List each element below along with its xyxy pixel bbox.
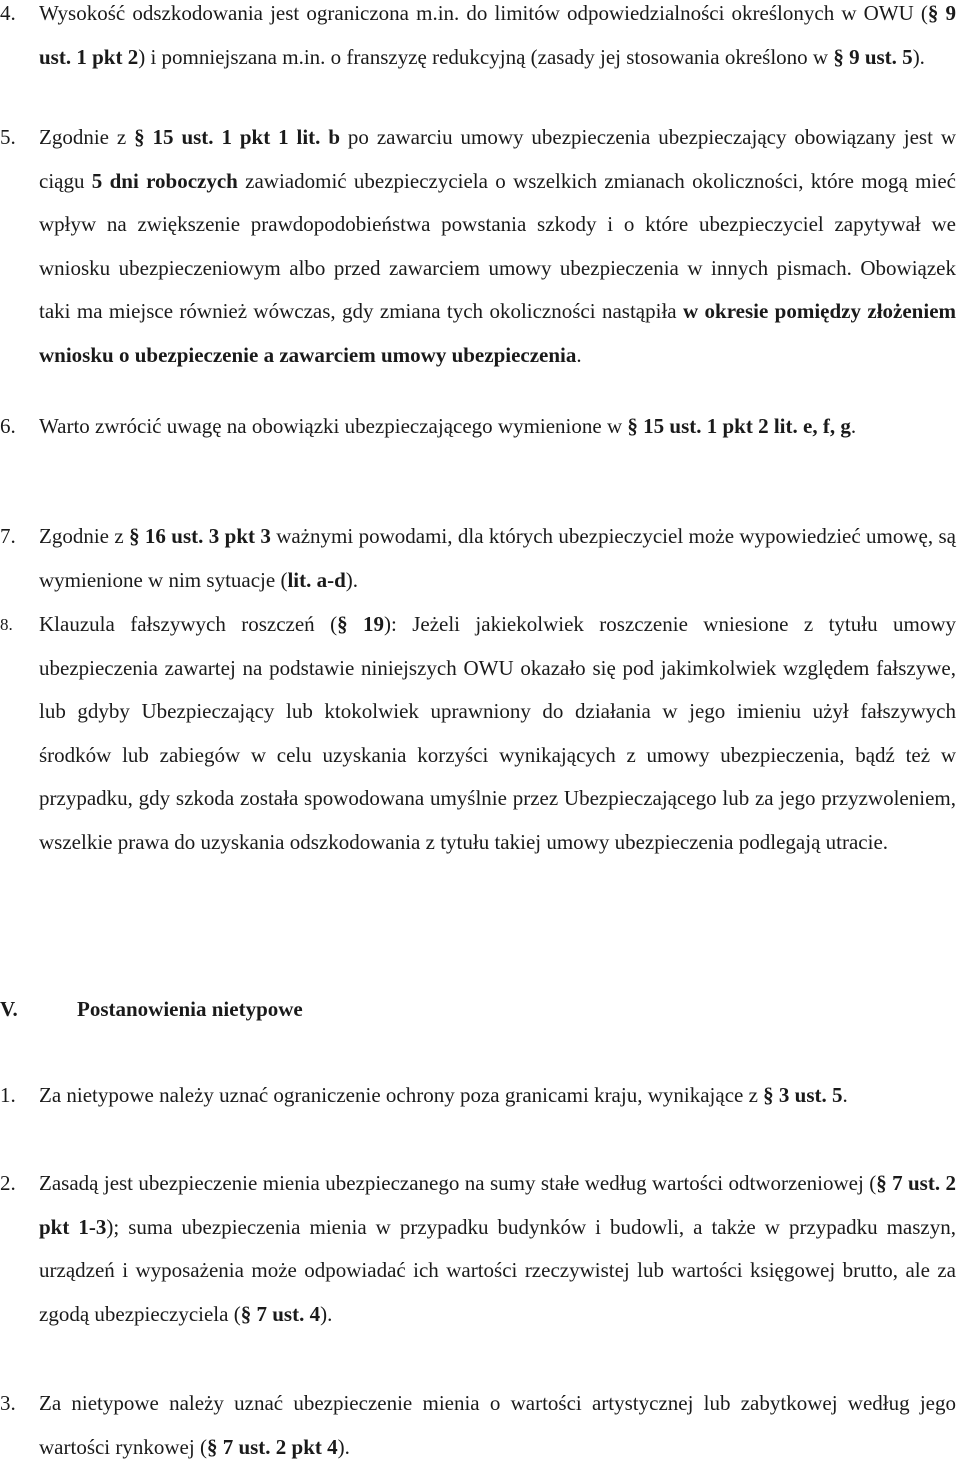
body-text: ważnymi powodami, dla których ubezpieczyciel może wypowiedzieć umowę, są wymienione w nim sytuacje ( [39, 524, 956, 592]
body-text: po zawarciu umowy ubezpieczenia ubezpieczający obowiązany jest w ciągu [39, 125, 956, 193]
body-text: ). [337, 1434, 350, 1459]
emphasis-text: § 7 ust. 2 pkt 4 [206, 1434, 338, 1459]
body-text: . [850, 414, 857, 438]
emphasis-text: w okresie pomiędzy złożeniem wniosku o ubezpieczenie a zawarciem umowy ubezpieczenia [39, 299, 957, 367]
item-text [39, 515, 956, 602]
emphasis-text: § 9 ust. 1 pkt 2 [39, 1, 956, 69]
body-text: Zgodnie z [39, 524, 130, 548]
item-text [39, 1162, 956, 1336]
body-text: ): Jeżeli jakiekolwiek roszczenie wniesione z tytułu umowy ubezpieczenia zawartej na podstawie niniejszych OWU okazało się pod jakimkolwiek względem fałszywe, lub gdyby Ubezpieczający lub ktokolwiek uprawniony do działania w jego imieniu użył fałszywych środków lub zabiegów w celu uzyskania korzyści wynikających z umowy ubezpieczenia, bądź też w przypadku, gdy szkoda została spowodowana umyślnie przez Ubezpieczającego lub za jego przyzwoleniem, wszelkie prawa do uzyskania odszkodowania z tytułu takiej umowy ubezpieczenia podlegają utracie. [39, 612, 956, 854]
section-item-1 [0, 1074, 956, 1118]
emphasis-text: § 7 ust. 4 [240, 1301, 321, 1326]
body-text: Klauzula fałszywych roszczeń ( [39, 612, 338, 636]
body-text: . [842, 1083, 848, 1107]
item-number: 5. [0, 125, 16, 149]
body-text: ). [345, 567, 359, 592]
item-number: 7. [0, 524, 16, 548]
section-item-3 [0, 1382, 956, 1469]
list-item-6 [0, 405, 956, 449]
item-number: 6. [0, 414, 16, 438]
section-number: V. [0, 997, 18, 1021]
emphasis-text: § 3 ust. 5 [763, 1083, 843, 1107]
emphasis-text: § 7 ust. 2 pkt 1-3 [39, 1171, 956, 1239]
section-heading [0, 988, 956, 1032]
emphasis-text: lit. a-d [287, 567, 346, 592]
emphasis-text: § 19 [337, 612, 384, 636]
item-text [39, 405, 956, 449]
body-text: Warto zwrócić uwagę na obowiązki ubezpieczającego wymienione w [39, 414, 628, 438]
body-text: ). [320, 1301, 333, 1326]
item-number: 8. [0, 615, 13, 634]
emphasis-text: § 15 ust. 1 pkt 2 lit. e, f, g [627, 414, 851, 438]
item-number: 4. [0, 1, 16, 25]
emphasis-text: § 15 ust. 1 pkt 1 lit. b [134, 125, 341, 149]
body-text: ) i pomniejszana m.in. o franszyzę redukcyjną (zasady jej stosowania określono w [138, 44, 834, 69]
body-text: Zasadą jest ubezpieczenie mienia ubezpieczanego na sumy stałe według wartości odtworzeniowej ( [39, 1171, 877, 1195]
body-text: Za nietypowe należy uznać ograniczenie ochrony poza granicami kraju, wynikające z [39, 1083, 764, 1107]
item-number: 2. [0, 1171, 16, 1195]
section-title: Postanowienia nietypowe [77, 997, 303, 1021]
list-item-7 [0, 515, 956, 602]
item-text [39, 1382, 956, 1469]
body-text: Za nietypowe należy uznać ubezpieczenie mienia o wartości artystycznej lub zabytkowej według jego wartości rynkowej ( [39, 1391, 956, 1459]
emphasis-text: § 16 ust. 3 pkt 3 [129, 524, 271, 548]
item-number: 3. [0, 1391, 16, 1415]
item-text [39, 603, 956, 865]
body-text: Wysokość odszkodowania jest ograniczona m.in. do limitów odpowiedzialności określonych w OWU ( [39, 1, 928, 25]
body-text: ). [912, 44, 925, 69]
item-text [39, 116, 956, 378]
list-item-5 [0, 116, 956, 378]
item-text [39, 1074, 956, 1118]
body-text: . [576, 342, 582, 367]
list-item-8 [0, 603, 956, 865]
body-text: ); suma ubezpieczenia mienia w przypadku budynków i budowli, a także w przypadku maszyn, urządzeń i wyposażenia może odpowiadać ich wartości rzeczywistej lub wartości księgowej brutto, ale za zgodą ubezpieczyciela ( [39, 1214, 956, 1326]
body-text: zawiadomić ubezpieczyciela o wszelkich zmianach okoliczności, które mogą mieć wpływ na zwiększenie prawdopodobieństwa powstania szkody i o które ubezpieczyciel zapytywał we wniosku ubezpieczeniowym albo przed zawarciem umowy ubezpieczenia w innych pismach. Obowiązek taki ma miejsce również wówczas, gdy zmiana tych okoliczności nastąpiła [39, 168, 956, 324]
list-item-4 [0, 0, 956, 79]
item-text [39, 0, 956, 79]
section-item-2 [0, 1162, 956, 1336]
body-text: Zgodnie z [39, 125, 135, 149]
emphasis-text: 5 dni roboczych [91, 168, 238, 193]
emphasis-text: § 9 ust. 5 [833, 44, 913, 69]
item-number: 1. [0, 1083, 16, 1107]
